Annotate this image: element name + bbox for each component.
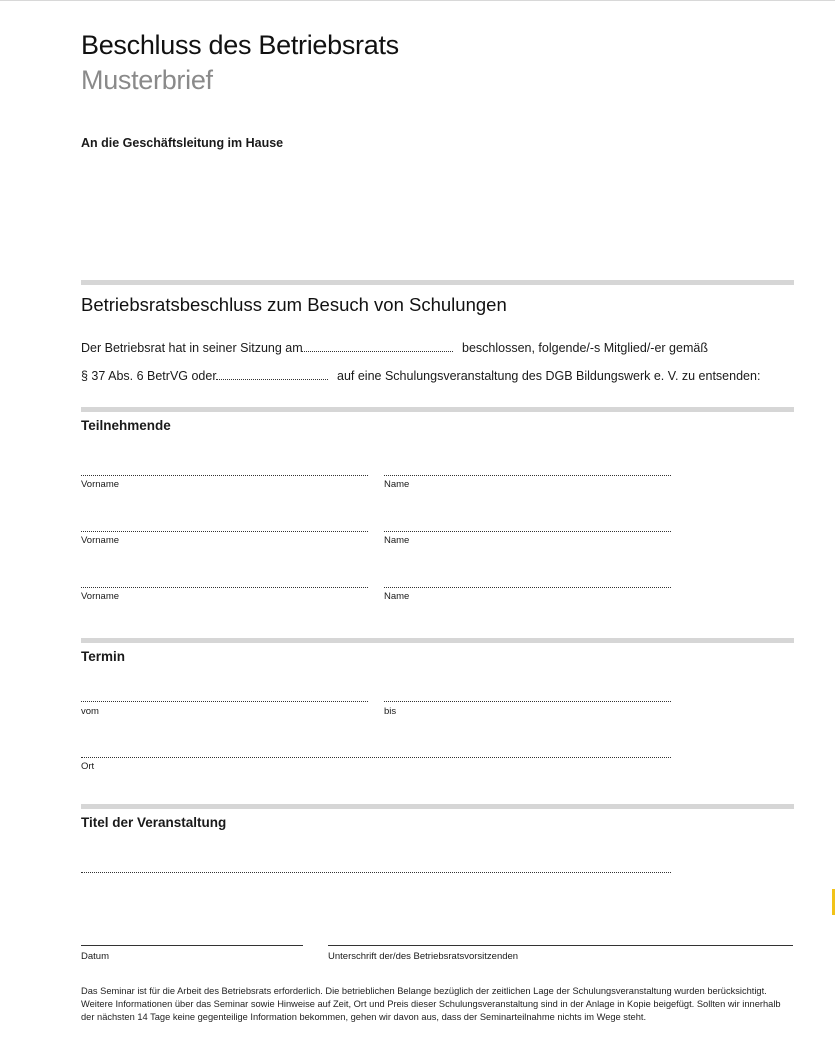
first-name-label: Vorname xyxy=(81,479,120,490)
date-label: Datum xyxy=(81,951,109,962)
signature-label: Unterschrift der/des Betriebsratsvorsitzenden xyxy=(328,951,519,962)
event-title-field[interactable] xyxy=(81,872,671,873)
place-field[interactable] xyxy=(81,757,671,758)
page-title: Beschluss des Betriebsrats xyxy=(81,30,399,60)
footnote xyxy=(81,985,801,1025)
participants-heading: Teilnehmende xyxy=(81,418,171,433)
section-divider xyxy=(81,638,794,643)
date-heading: Termin xyxy=(81,649,126,664)
from-date-field[interactable] xyxy=(81,701,368,702)
footnote-line: Das Seminar ist für die Arbeit des Betriebsrats erforderlich. Die betrieblichen Belange bezüglich der zeitlichen Lage der Schulungsveranstaltung wurden berücksichtigt. xyxy=(81,986,767,996)
date-signature-line[interactable] xyxy=(81,945,303,946)
page-subtitle: Musterbrief xyxy=(81,65,213,95)
section-divider xyxy=(81,280,794,285)
last-name-field[interactable] xyxy=(384,475,671,476)
first-name-label: Vorname xyxy=(81,591,120,602)
to-date-field[interactable] xyxy=(384,701,671,702)
legal-basis-text: § 37 Abs. 6 BetrVG oder xyxy=(81,369,217,383)
signature-line[interactable] xyxy=(328,945,793,946)
last-name-label: Name xyxy=(384,591,410,602)
addressee-line: An die Geschäftsleitung im Hause xyxy=(81,136,284,150)
last-name-field[interactable] xyxy=(384,531,671,532)
section-divider xyxy=(81,804,794,809)
resolution-text-end: beschlossen, folgende/-s Mitglied/-er gemäß xyxy=(462,341,708,355)
footnote-line: Weitere Informationen über das Seminar sowie Hinweise auf Zeit, Ort und Preis dieser Schulungsveranstaltung sind in der Anlage in Kopie beigefügt. Sollten wir innerhalb xyxy=(81,999,781,1010)
last-name-field[interactable] xyxy=(384,587,671,588)
resolution-heading: Betriebsratsbeschluss zum Besuch von Schulungen xyxy=(81,294,507,315)
section-divider xyxy=(81,407,794,412)
legal-basis-field[interactable] xyxy=(216,379,328,380)
event-title-heading: Titel der Veranstaltung xyxy=(81,815,227,830)
place-label: Ort xyxy=(81,761,95,772)
last-name-label: Name xyxy=(384,479,410,490)
from-date-label: vom xyxy=(81,706,99,717)
first-name-field[interactable] xyxy=(81,531,368,532)
footnote-line: der nächsten 14 Tage keine gegenteilige Information bekommen, gehen wir davon aus, dass der Seminarteilnahme nichts im Wege steht. xyxy=(81,1012,647,1023)
page-top-border xyxy=(0,0,835,1)
first-name-field[interactable] xyxy=(81,587,368,588)
first-name-label: Vorname xyxy=(81,535,120,546)
dispatch-text: auf eine Schulungsveranstaltung des DGB Bildungswerk e. V. zu entsenden: xyxy=(337,369,761,383)
resolution-text-start: Der Betriebsrat hat in seiner Sitzung am xyxy=(81,341,303,355)
meeting-date-field[interactable] xyxy=(301,351,453,352)
first-name-field[interactable] xyxy=(81,475,368,476)
last-name-label: Name xyxy=(384,535,410,546)
to-date-label: bis xyxy=(384,706,397,717)
